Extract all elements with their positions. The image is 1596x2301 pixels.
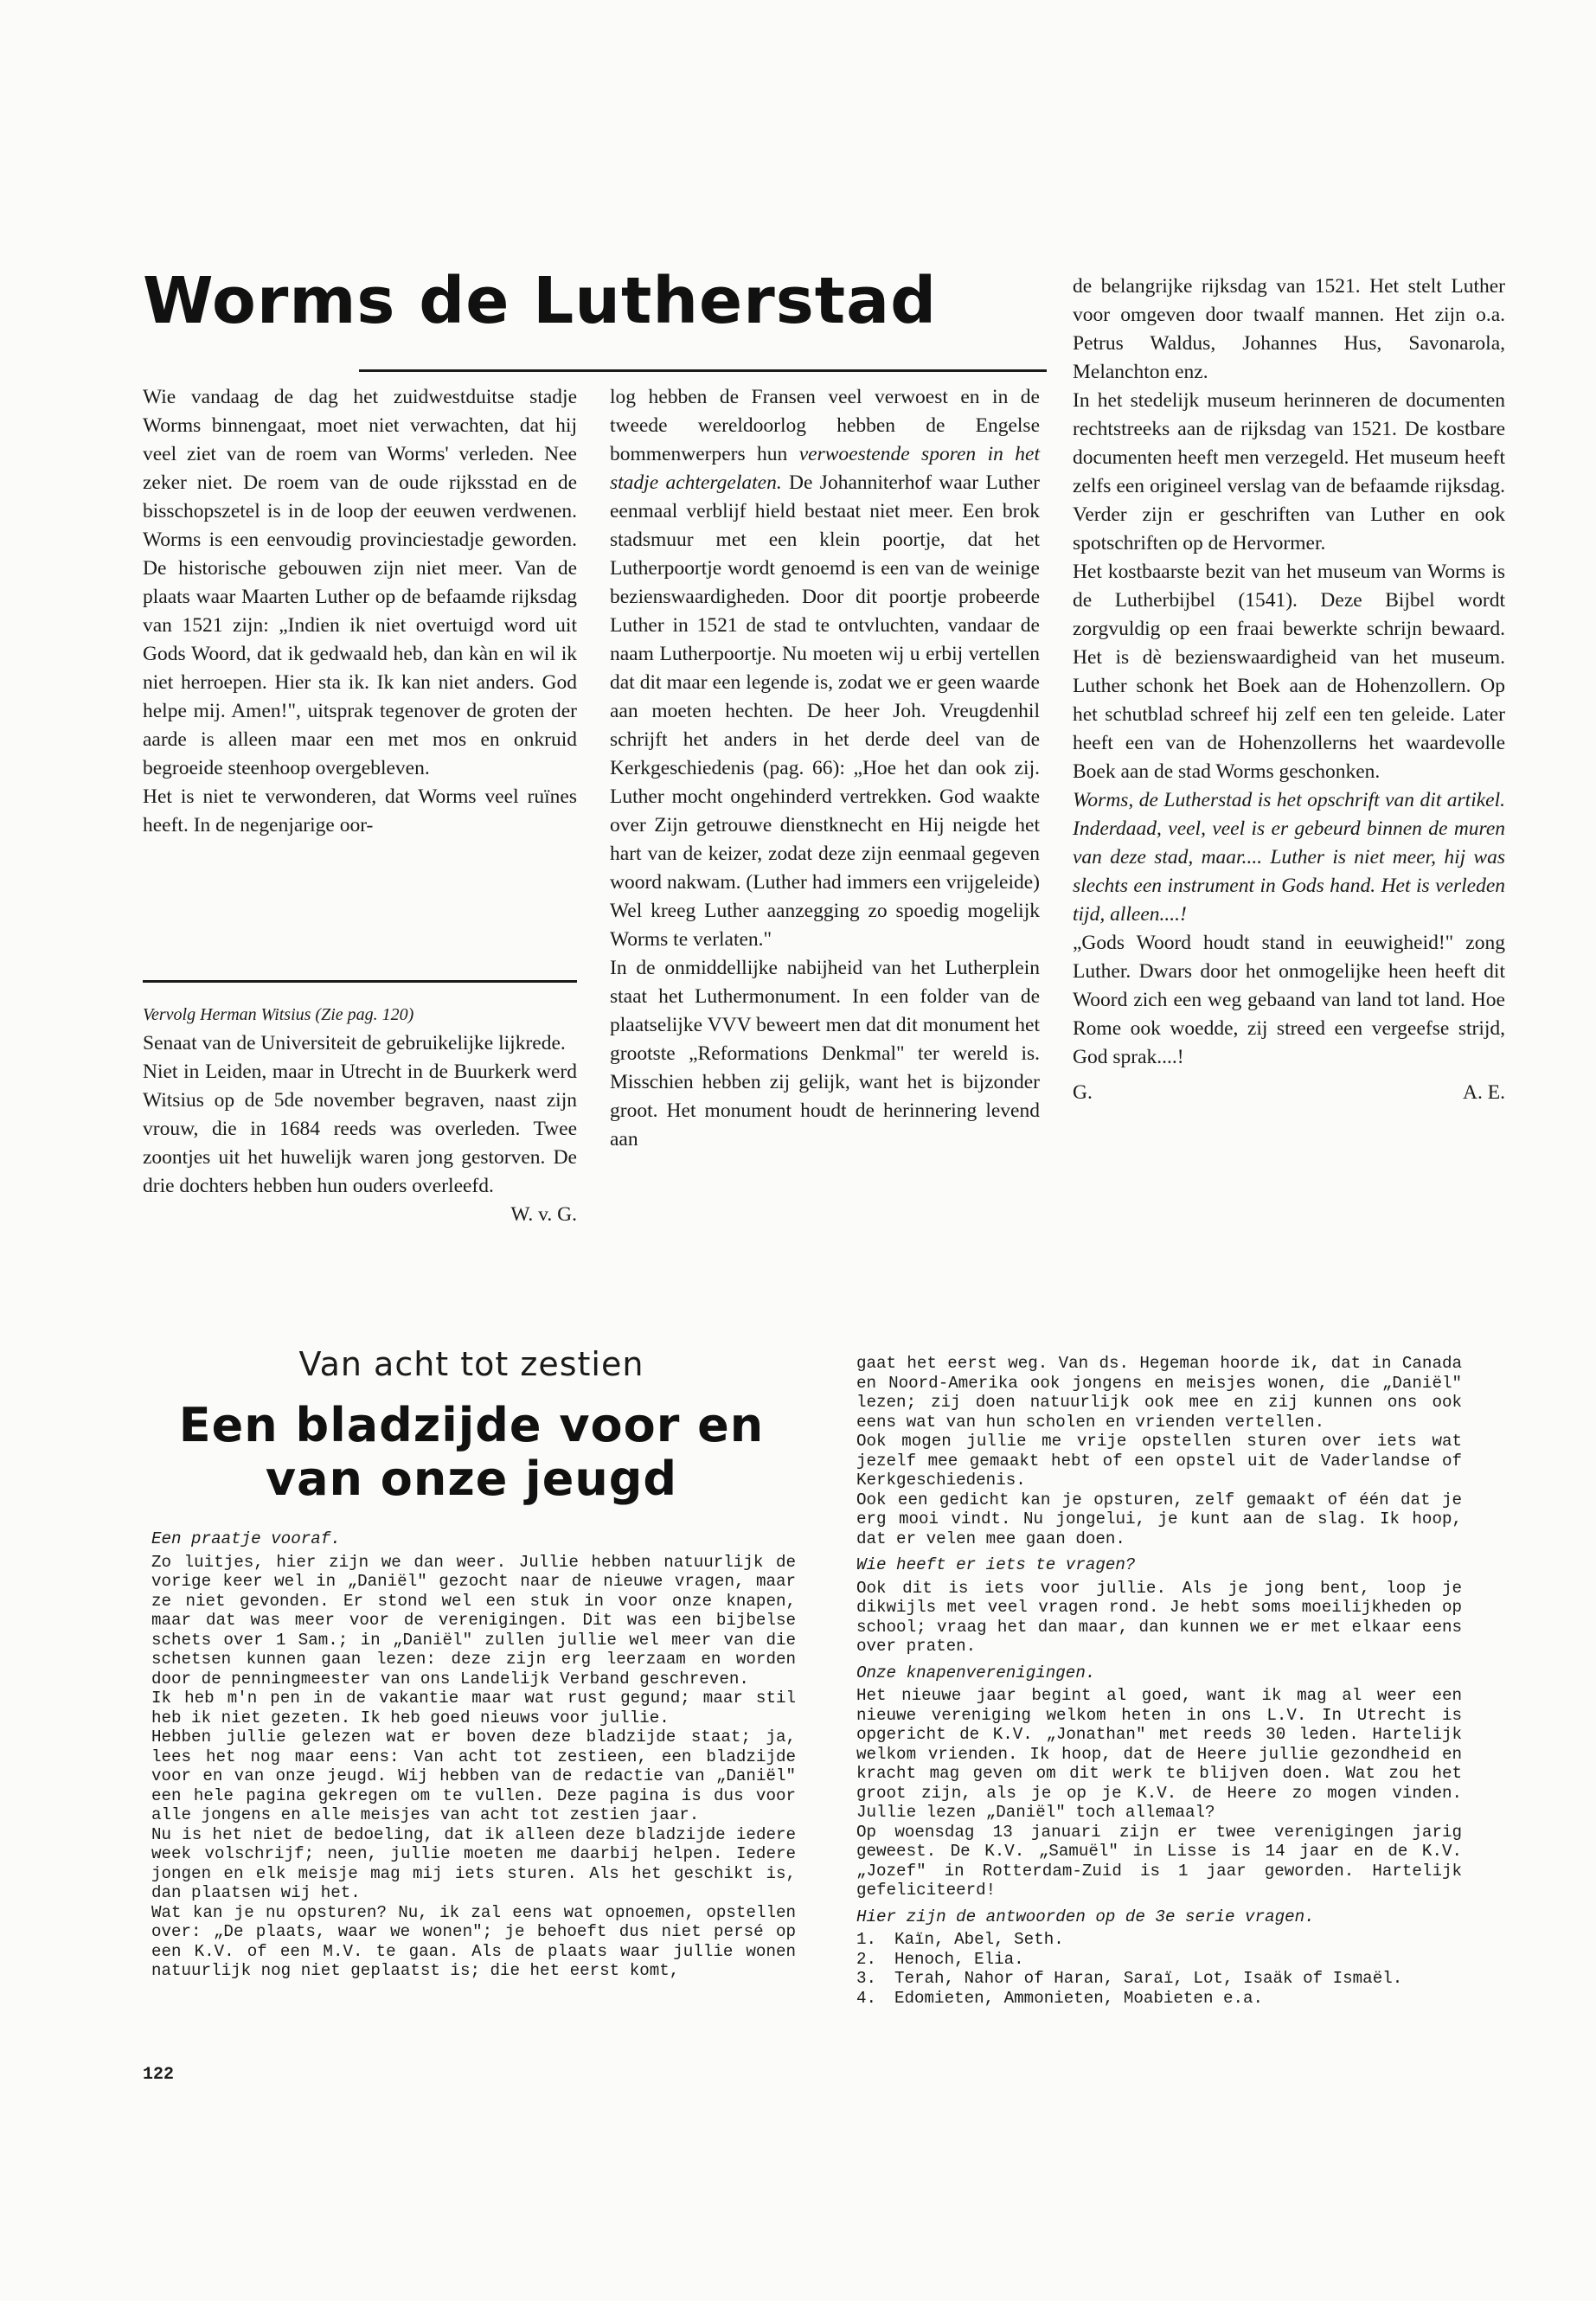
answers-list <box>856 1930 1462 2008</box>
article-column-1 <box>143 383 577 840</box>
page-number: 122 <box>143 2065 175 2085</box>
article-signatures <box>1073 1079 1505 1107</box>
youth-paragraph: Wat kan je nu opsturen? Nu, ik zal eens wat opnoemen, opstellen over: „De plaats, waar we wonen"; je behoeft dus niet persé op een K.V. of een M.V. te gaan. Als de plaats waar jullie wonen natuurlijk nog niet geplaatst is; die het eerst komt, <box>151 1902 796 1980</box>
youth-right-column <box>856 1354 1462 2008</box>
article-column-2 <box>610 383 1040 1154</box>
article-paragraph: Het is niet te verwonderen, dat Worms veel ruïnes heeft. In de negenjarige oor- <box>143 785 577 836</box>
answers-heading: Hier zijn de antwoorden op de 3e serie vragen. <box>856 1907 1315 1926</box>
youth-intro-heading: Een praatje vooraf. <box>151 1529 341 1548</box>
italic-phrase: verwoestende sporen in het stadje achtergelaten. <box>610 443 1041 494</box>
article-paragraph: Wie vandaag de dag het zuidwestduitse stadje Worms binnengaat, moet niet verwachten, dat hij veel ziet van de roem van Worms' verleden. Nee zeker niet. De roem van de oude rijksstad en de bisschopszetel is in de loop der eeuwen verdwenen. Worms is een eenvoudig provinciestadje geworden. De historische gebouwen zijn niet meer. Van de plaats waar Maarten Luther op de befaamde rijksdag van 1521 zijn: „Indien ik niet overtuigd word uit Gods Woord, dat ik gedwaald heb, dan kàn en wil ik niet herroepen. Hier sta ik. Ik kan niet anders. God helpe mij. Amen!", uitsprak tegenover de groten der aarde is alleen maar een met mos en onkruid begroeide steenhoop overgebleven. <box>143 386 577 779</box>
youth-paragraph: Ook een gedicht kan je opsturen, zelf gemaakt of één dat je erg mooi vindt. Nu jongelui, je kunt aan de slag. Ik hoop, dat er velen mee gaan doen. <box>856 1490 1462 1548</box>
article-paragraph: Worms, de Lutherstad is het opschrift van dit artikel. Inderdaad, veel, veel is er gebeurd binnen de muren van deze stad, maar.... Luther is niet meer, hij was slechts een instrument in Gods hand. Het is verleden tijd, alleen....! <box>1073 789 1505 926</box>
youth-paragraph: Ook mogen jullie me vrije opstellen sturen over iets wat jezelf mee gemaakt hebt of een opstel uit de Vaderlandse of Kerkgeschiedenis. <box>856 1432 1462 1490</box>
witsius-signature: W. v. G. <box>510 1203 577 1226</box>
youth-title: Een bladzijde voor en van onze jeugd <box>178 1398 765 1506</box>
youth-paragraph: Ook dit is iets voor jullie. Als je jong bent, loop je dikwijls met veel vragen rond. Je hebt soms moeilijkheden op school; vraag het dan maar, dan kunnen we er met elkaar eens over praten. <box>856 1578 1462 1656</box>
answer-item: 3. Terah, Nahor of Haran, Saraï, Lot, Isaäk of Ismaël. <box>856 1969 1403 1988</box>
youth-kicker: Van acht tot zestien <box>298 1345 644 1383</box>
signature-right: A. E. <box>1463 1081 1505 1104</box>
witsius-paragraph: Senaat van de Universiteit de gebruikelijke lijkrede. <box>143 1032 566 1054</box>
answer-item: 2. Henoch, Elia. <box>856 1949 1024 1969</box>
youth-paragraph: Ik heb m'n pen in de vakantie maar wat rust gegund; maar stil heb ik niet gezeten. Ik heb goed nieuws voor jullie. <box>151 1689 796 1727</box>
witsius-continuation <box>143 1001 577 1229</box>
article-paragraph: de belangrijke rijksdag van 1521. Het stelt Luther voor omgeven door twaalf mannen. Het zijn o.a. Petrus Waldus, Johannes Hus, Savonarola, Melanchton enz. <box>1073 275 1505 383</box>
continuation-caption: Vervolg Herman Witsius (Zie pag. 120) <box>143 1005 414 1024</box>
title-rule <box>359 369 1047 372</box>
youth-paragraph: Op woensdag 13 januari zijn er twee verenigingen jarig geweest. De K.V. „Samuël" in Lisse is 14 jaar en de K.V. „Jozef" in Rotterdam-Zuid is 1 jaar geworden. Hartelijk gefeliciteerd! <box>856 1822 1462 1900</box>
signature-left: G. <box>1073 1081 1093 1104</box>
article-title: Worms de Lutherstad <box>143 264 938 338</box>
youth-paragraph: Nu is het niet de bedoeling, dat ik alleen deze bladzijde iedere week volschrijf; neen, jullie moeten me daarbij helpen. Iedere jongen en elk meisje mag mij iets sturen. Als het geschikt is, dan plaatsen wij het. <box>151 1824 796 1902</box>
youth-paragraph: Hebben jullie gelezen wat er boven deze bladzijde staat; ja, lees het nog maar eens: Van acht tot zestieen, een bladzijde voor en van onze jeugd. Wij hebben van de redactie van „Daniël" een hele pagina gekregen om te vullen. Deze pagina is dus voor alle jongens en alle meisjes van acht tot zestien jaar. <box>151 1727 796 1824</box>
article-column-3 <box>1073 272 1505 1107</box>
clubs-heading: Onze knapenverenigingen. <box>856 1663 1096 1682</box>
youth-header <box>143 1345 800 1506</box>
youth-paragraph: Zo luitjes, hier zijn we dan weer. Jullie hebben natuurlijk de vorige keer wel in „Daniël" gezocht naar de nieuwe vragen, maar ze niet gevonden. Er stond wel een stuk in voor onze knapen, maar dat was meer voor de verenigingen. Dit was een bijbelse schets over 1 Sam.; in „Daniël" zullen jullie wel meer van die schetsen kunnen gaan lezen: deze zijn erg leerzaam en worden door de penningmeester van ons Landelijk Verband geschreven. <box>151 1552 796 1689</box>
witsius-paragraph: Niet in Leiden, maar in Utrecht in de Buurkerk werd Witsius op de 5de november begraven, naast zijn vrouw, die in 1684 reeds was overleden. Twee zoontjes uit het huwelijk waren jong gestorven. De drie dochters hebben hun ouders overleefd. <box>143 1061 577 1197</box>
article-paragraph: Het kostbaarste bezit van het museum van Worms is de Lutherbijbel (1541). Deze Bijbel wordt zorgvuldig op een fraai bewerkte schrijn bewaard. Het is dè bezienswaardigheid van het museum. Luther schonk het Boek aan de Hohenzollern. Op het schutblad schreef hij zelf een ten geleide. Later heeft een van de Hohenzollerns het waardevolle Boek aan de stad Worms geschonken. <box>1073 561 1505 783</box>
answer-item: 1. Kaïn, Abel, Seth. <box>856 1930 1064 1949</box>
youth-paragraph: Het nieuwe jaar begint al goed, want ik mag al weer een nieuwe vereniging welkom heten in ons L.V. In Utrecht is opgericht de K.V. „Jonathan" met reeds 30 leden. Hartelijk welkom vrienden. Ik hoop, dat de Heere jullie gezondheid en kracht mag geven om dit werk te blijven doen. Wat zou het groot zijn, als je op je K.V. de Heere zo mogen vinden. Jullie lezen „Daniël" toch allemaal? <box>856 1686 1462 1822</box>
article-paragraph: log hebben de Fransen veel verwoest en in de tweede wereldoorlog hebben de Engelse bommenwerpers hun verwoestende sporen in het stadje achtergelaten. De Johanniterhof waar Luther eenmaal verblijf hield bestaat niet meer. Een brok stadsmuur met een klein poortje, dat het Lutherpoortje wordt genoemd is een van de weinige bezienswaardigheden. Door dit poortje probeerde Luther in 1521 de stad te ontvluchten, vandaar de naam Lutherpoortje. Nu moeten wij u erbij vertellen dat dit maar een legende is, zodat we er geen waarde aan moeten hechten. De heer Joh. Vreugdenhil schrijft het anders in het derde deel van de Kerkgeschiedenis (pag. 66): „Hoe het dan ook zij. Luther mocht ongehinderd vertrekken. God waakte over Zijn getrouwe dienstknecht en Hij neigde het hart van de keizer, zodat deze zijn eenmaal gegeven woord nakwam. (Luther had immers een vrijgeleide) Wel kreeg Luther aanzegging zo spoedig mogelijk Worms te verlaten." <box>610 386 1041 951</box>
article-paragraph: „Gods Woord houdt stand in eeuwigheid!" zong Luther. Dwars door het onmogelijke heen heeft dit Woord zich een weg gebaand van land tot land. Hoe Rome ook woedde, zij streed een vergeefse strijd, God sprak....! <box>1073 932 1505 1068</box>
youth-paragraph: gaat het eerst weg. Van ds. Hegeman hoorde ik, dat in Canada en Noord-Amerika ook jongens en meisjes wonen, die „Daniël" lezen; zij doen natuurlijk ook mee en zij kunnen ons ook eens wat van hun scholen en vrienden vertellen. <box>856 1354 1462 1432</box>
youth-left-column <box>151 1529 796 1981</box>
article-paragraph: In de onmiddellijke nabijheid van het Lutherplein staat het Luthermonument. In een folder van de plaatselijke VVV beweert men dat dit monument het grootste „Reformations Denkmal" ter wereld is. Misschien hebben zij gelijk, want het is bijzonder groot. Het monument houdt de herinnering levend aan <box>610 957 1040 1150</box>
article-paragraph: In het stedelijk museum herinneren de documenten rechtstreeks aan de rijksdag van 1521. De kostbare documenten heeft men verzegeld. Het museum heeft zelfs een origineel verslag van de befaamde rijksdag. Verder zijn er geschriften van Luther en ook spotschriften op de Hervormer. <box>1073 389 1505 554</box>
questions-heading: Wie heeft er iets te vragen? <box>856 1555 1136 1574</box>
answer-item: 4. Edomieten, Ammonieten, Moabieten e.a. <box>856 1988 1264 2008</box>
column-divider-rule <box>143 980 577 983</box>
